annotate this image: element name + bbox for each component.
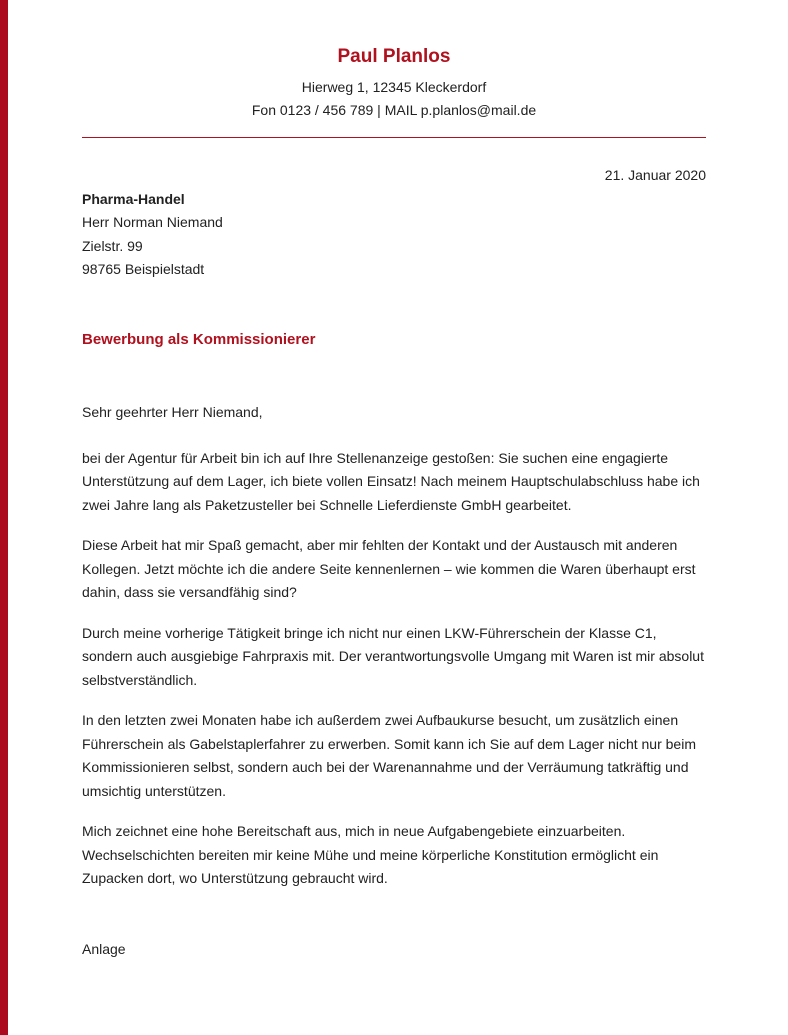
sender-name: Paul Planlos [337, 46, 451, 67]
recipient-street: Zielstr. 99 [82, 237, 143, 254]
left-accent-bar [0, 0, 8, 1035]
salutation: Sehr geehrter Herr Niemand, [82, 404, 263, 420]
recipient-block [82, 188, 706, 282]
body-paragraph-1: bei der Agentur für Arbeit bin ich auf Ihre Stellenanzeige gestoßen: Sie suchen eine engagierte Unterstützung auf dem Lager, ich biete vollen Einsatz! Nach meinem Hauptschulabschluss habe ich zwei Jahre lang als Paketzusteller bei Schnelle Lieferdienste GmbH gearbeitet. [82, 449, 700, 513]
subject-line: Bewerbung als Kommissionierer [82, 330, 316, 348]
recipient-person: Herr Norman Niemand [82, 214, 223, 230]
sender-address: Hierweg 1, 12345 Kleckerdorf [301, 79, 487, 95]
recipient-company: Pharma-Handel [82, 190, 185, 207]
recipient-city: 98765 Beispielstadt [82, 261, 205, 277]
letter-page [82, 0, 706, 961]
body-paragraph-3: Durch meine vorherige Tätigkeit bringe ich nicht nur einen LKW-Führerschein der Klasse C1, sondern auch ausgiebige Fahrpraxis mit. Der verantwortungsvolle Umgang mit Waren ist mir absolut selbstverständlich. [82, 624, 704, 688]
letter-head [82, 0, 706, 138]
letter-date: 21. Januar 2020 [604, 167, 706, 183]
sender-contact: Fon 0123 / 456 789 | MAIL p.planlos@mail.de [251, 102, 537, 118]
body-paragraph-5: Mich zeichnet eine hohe Bereitschaft aus, mich in neue Aufgabengebiete einzuarbeiten. Wechselschichten bereiten mir keine Mühe und meine körperliche Konstitution ermöglicht ein Zupacken dort, wo Unterstützung gebraucht wird. [82, 823, 659, 886]
date-row [82, 164, 706, 188]
body-paragraph-4: In den letzten zwei Monaten habe ich außerdem zwei Aufbaukurse besucht, um zusätzlich einen Führerschein als Gabelstaplerfahrer zu erwerben. Somit kann ich Sie auf dem Lager nicht nur beim Kommissionieren selbst, sondern auch bei der Warenannahme und der Verräumung tatkräftig und umsichtig unterstützen. [82, 712, 696, 799]
enclosure-note: Anlage [82, 940, 126, 957]
body-paragraph-2: Diese Arbeit hat mir Spaß gemacht, aber mir fehlten der Kontakt und der Austausch mit anderen Kollegen. Jetzt möchte ich die andere Seite kennenlernen – wie kommen die Waren überhaupt erst dahin, dass sie versandfähig sind? [82, 537, 696, 600]
